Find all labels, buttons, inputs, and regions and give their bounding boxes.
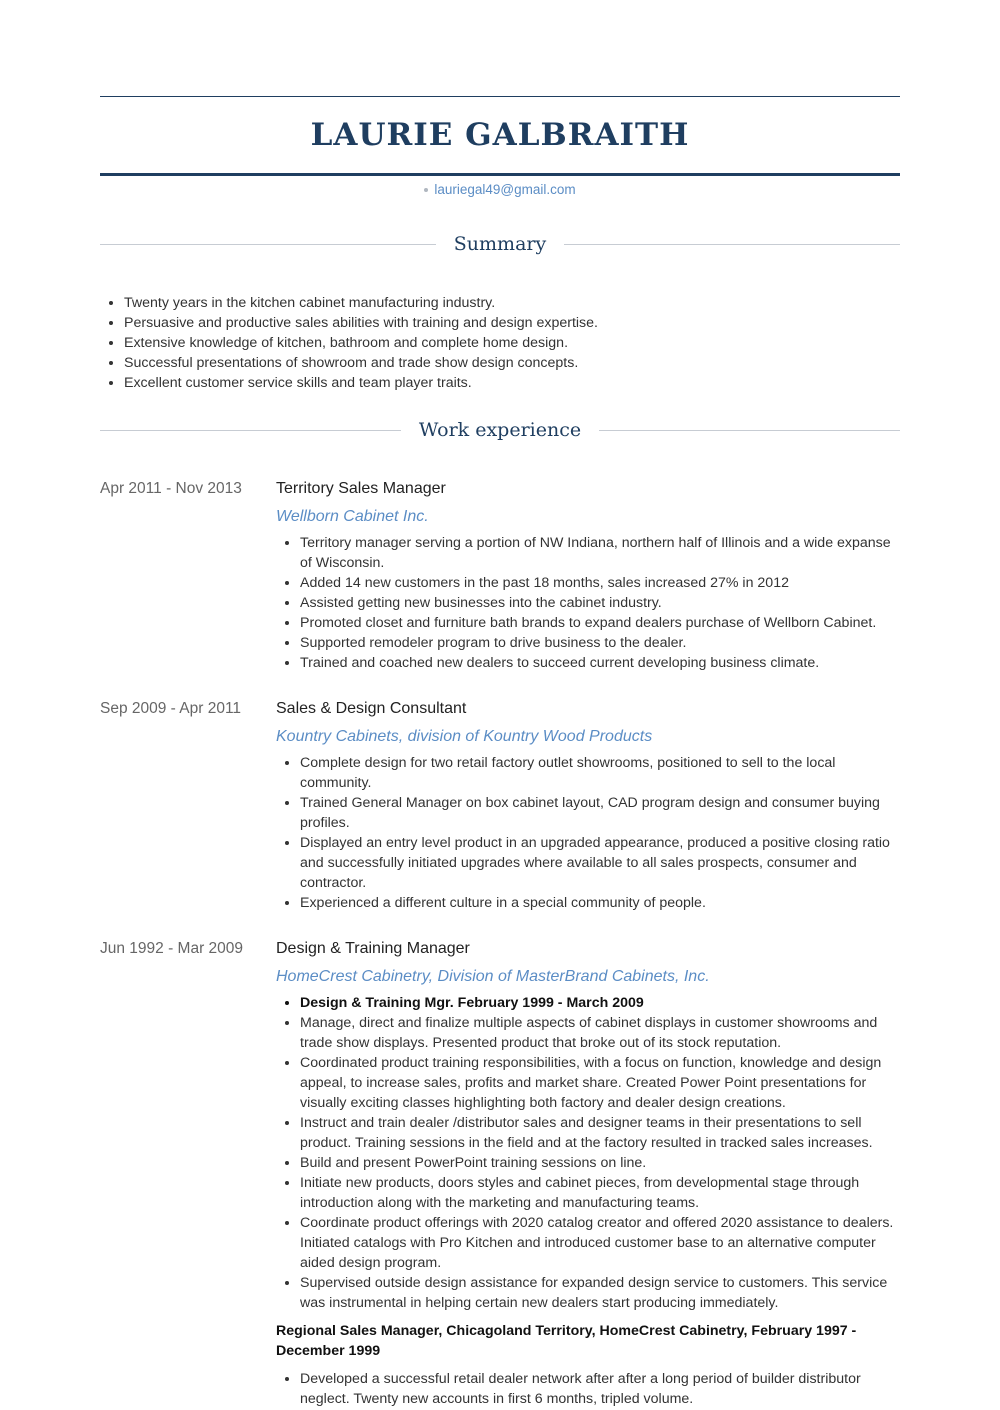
list-item: • Experienced a different culture in a special community of people.	[300, 893, 900, 913]
section-divider	[100, 244, 436, 245]
candidate-name: LAURIE GALBRAITH	[310, 117, 690, 153]
job-body	[276, 699, 900, 913]
job-title: Sales & Design Consultant	[276, 700, 467, 717]
list-item: • Displayed an entry level product in an upgraded appearance, produced a positive closing ratio and successfully initiated upgrades where available to all sales prospects, consumer and contractor.	[300, 833, 900, 893]
list-item: • Initiate new products, doors styles and cabinet pieces, from developmental stage through introduction along with the marketing and manufacturing teams.	[300, 1173, 900, 1213]
list-item: • Trained General Manager on box cabinet layout, CAD program design and consumer buying profiles.	[300, 793, 900, 833]
email-link[interactable]: lauriegal49@gmail.com	[434, 182, 576, 197]
job-duties-list	[276, 993, 900, 1313]
list-item: • Design & Training Mgr. February 1999 - March 2009	[300, 993, 900, 1013]
list-item: • Assisted getting new businesses into the cabinet industry.	[300, 593, 900, 613]
header-bottom-rule	[100, 173, 900, 176]
sub-role-heading: Regional Sales Manager, Chicagoland Territory, HomeCrest Cabinetry, February 1997 - December 1999	[276, 1323, 857, 1359]
section-divider	[564, 244, 900, 245]
job-entry	[100, 699, 900, 913]
section-divider	[599, 430, 900, 431]
job-title: Territory Sales Manager	[276, 480, 446, 497]
list-item: • Persuasive and productive sales abilities with training and design expertise.	[124, 313, 900, 333]
section-label: Summary	[453, 233, 547, 255]
list-item: • Successful presentations of showroom and trade show design concepts.	[124, 353, 900, 373]
sub-role-list	[276, 1369, 900, 1409]
list-item: • Build and present PowerPoint training sessions on line.	[300, 1153, 900, 1173]
job-dates: Sep 2009 - Apr 2011	[100, 700, 242, 717]
job-entry	[100, 479, 900, 673]
job-dates: Jun 1992 - Mar 2009	[100, 940, 244, 957]
list-item: • Supported remodeler program to drive business to the dealer.	[300, 633, 900, 653]
list-item: • Extensive knowledge of kitchen, bathroom and complete home design.	[124, 333, 900, 353]
job-company: Wellborn Cabinet Inc.	[276, 508, 429, 525]
list-item: • Coordinate product offerings with 2020 catalog creator and offered 2020 assistance to dealers. Initiated catalogs with Pro Kitchen and introduced customer base to an alternative computer aided design program.	[300, 1213, 900, 1273]
list-item: • Promoted closet and furniture bath brands to expand dealers purchase of Wellborn Cabinet.	[300, 613, 900, 633]
list-item: • Instruct and train dealer /distributor sales and designer teams in their presentations to sell product. Training sessions in the field and at the factory resulted in tracked sales increases.	[300, 1113, 900, 1153]
job-duties-list	[276, 753, 900, 913]
list-item: • Complete design for two retail factory outlet showrooms, positioned to sell to the local community.	[300, 753, 900, 793]
summary-section-title	[100, 233, 900, 255]
summary-list	[100, 293, 900, 393]
list-item: • Territory manager serving a portion of NW Indiana, northern half of Illinois and a wide expanse of Wisconsin.	[300, 533, 900, 573]
job-body	[276, 939, 900, 1409]
job-duties-list	[276, 533, 900, 673]
list-item: • Manage, direct and finalize multiple aspects of cabinet displays in customer showrooms and trade show displays. Presented product that broke out of its stock reputation.	[300, 1013, 900, 1053]
contact-line	[100, 182, 900, 197]
job-body	[276, 479, 900, 673]
list-item: • Supervised outside design assistance for expanded design service to customers. This service was instrumental in helping certain new dealers start producing immediately.	[300, 1273, 900, 1313]
experience-section-title	[100, 419, 900, 441]
bullet-dot-icon	[424, 188, 428, 192]
section-label: Work experience	[418, 419, 582, 441]
section-divider	[100, 430, 401, 431]
list-item: • Developed a successful retail dealer network after after a long period of builder distributor neglect. Twenty new accounts in first 6 months, tripled volume.	[300, 1369, 900, 1409]
job-entry	[100, 939, 900, 1409]
job-dates: Apr 2011 - Nov 2013	[100, 480, 242, 497]
list-item: • Coordinated product training responsibilities, with a focus on function, knowledge and design appeal, to increase sales, profits and market share. Created Power Point presentations for visually exciting classes highlighting both factory and dealer design creations.	[300, 1053, 900, 1113]
list-item: • Trained and coached new dealers to succeed current developing business climate.	[300, 653, 900, 673]
resume-page	[100, 0, 900, 1409]
job-title: Design & Training Manager	[276, 940, 470, 957]
job-company: Kountry Cabinets, division of Kountry Wood Products	[276, 728, 653, 745]
list-item: • Twenty years in the kitchen cabinet manufacturing industry.	[124, 293, 900, 313]
job-company: HomeCrest Cabinetry, Division of MasterBrand Cabinets, Inc.	[276, 968, 710, 985]
list-item: • Added 14 new customers in the past 18 months, sales increased 27% in 2012	[300, 573, 900, 593]
list-item: • Excellent customer service skills and team player traits.	[124, 373, 900, 393]
